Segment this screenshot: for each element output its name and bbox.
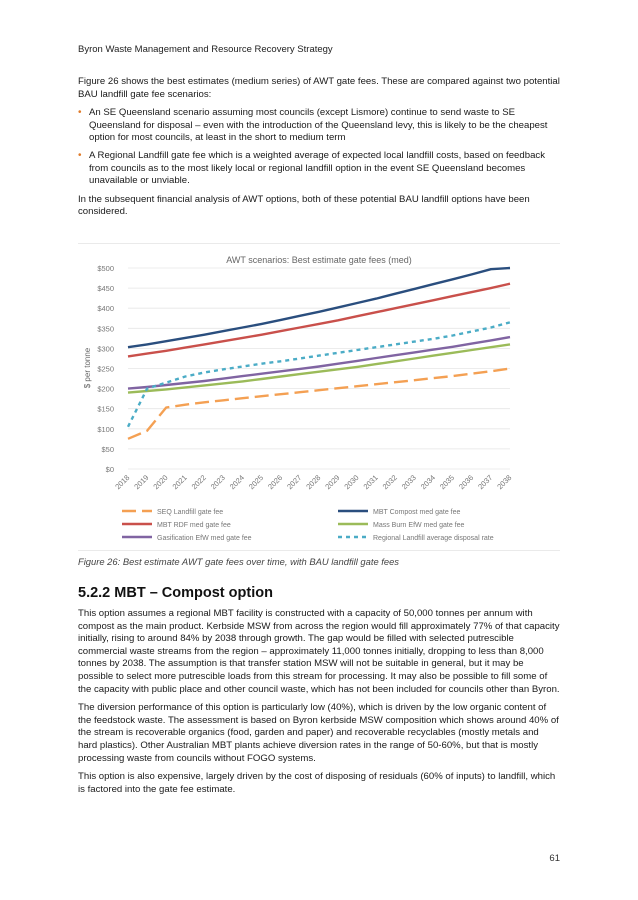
bullet-text: An SE Queensland scenario assuming most councils (except Lismore) continue to send waste to SE Queensland for disposal – even with the introduction of the Queensland levy, this is likely to be the cheapest option for most councils, at least in the short to medium term <box>89 107 548 144</box>
bullet-text: A Regional Landfill gate fee which is a weighted average of expected local landfill costs, based on feedback from councils as to the most likely local or regional landfill option in the event SE Queensland becomes unavailable or unviable. <box>89 149 545 187</box>
legend-label: MBT RDF med gate fee <box>157 522 231 529</box>
x-tick-label: 2033 <box>399 473 418 492</box>
y-tick-label: $0 <box>105 465 114 474</box>
y-tick-label: $400 <box>97 304 114 314</box>
intro-paragraph: Figure 26 shows the best estimates (medium series) of AWT gate fees. These are compared against two potential BAU landfill gate fee scenarios: <box>78 76 560 100</box>
bullet-item <box>78 150 560 188</box>
page-number: 61 <box>549 853 560 864</box>
scenario-bullet-list <box>78 107 560 188</box>
page-header: Byron Waste Management and Resource Recovery Strategy <box>78 44 333 55</box>
x-tick-label: 2019 <box>132 473 151 492</box>
legend-label: Regional Landfill average disposal rate <box>373 535 494 542</box>
y-tick-label: $300 <box>97 344 114 354</box>
x-tick-label: 2036 <box>457 473 476 492</box>
x-tick-label: 2029 <box>323 473 342 492</box>
x-tick-label: 2034 <box>418 473 438 492</box>
intro-block <box>78 76 560 225</box>
x-tick-label: 2037 <box>476 473 495 492</box>
x-tick-label: 2028 <box>304 473 323 492</box>
legend-label: Gasification EfW med gate fee <box>157 535 252 542</box>
x-tick-label: 2027 <box>285 473 304 492</box>
legend-label: SEQ Landfill gate fee <box>157 509 224 516</box>
x-tick-label: 2020 <box>151 473 170 492</box>
y-tick-label: $250 <box>97 364 114 374</box>
x-tick-label: 2025 <box>246 473 266 492</box>
legend-label: MBT Compost med gate fee <box>373 509 461 516</box>
bullet-item <box>78 107 560 145</box>
x-tick-label: 2021 <box>170 473 189 492</box>
y-tick-label: $500 <box>97 264 114 273</box>
chart-title: AWT scenarios: Best estimate gate fees (med) <box>226 255 412 265</box>
y-tick-label: $450 <box>97 284 114 294</box>
gate-fee-chart-svg <box>78 244 560 550</box>
section-heading: 5.2.2 MBT – Compost option <box>78 585 273 601</box>
x-tick-label: 2030 <box>342 473 361 492</box>
intro-closing: In the subsequent financial analysis of AWT options, both of these potential BAU landfill options have been considered. <box>78 193 530 218</box>
x-tick-label: 2018 <box>113 473 132 492</box>
section-paragraph: This option is also expensive, largely driven by the cost of disposing of residuals (60% of inputs) to landfill, which is factored into the gate fee estimate. <box>78 771 556 795</box>
series-line-gasification-efw-med-gate-fee <box>128 337 510 389</box>
y-tick-label: $150 <box>97 404 114 414</box>
series-line-mbt-rdf-med-gate-fee <box>128 284 510 357</box>
x-tick-label: 2031 <box>361 473 380 492</box>
bullet-icon: • <box>78 107 82 119</box>
x-tick-label: 2023 <box>208 473 227 492</box>
y-tick-label: $200 <box>97 384 114 394</box>
y-tick-label: $100 <box>97 424 114 434</box>
section-body <box>78 608 560 802</box>
figure-caption: Figure 26: Best estimate AWT gate fees over time, with BAU landfill gate fees <box>78 556 399 567</box>
series-line-seq-landfill-gate-fee <box>128 369 510 439</box>
x-tick-label: 2032 <box>380 473 399 492</box>
chart-y-axis-label: $ per tonne <box>83 347 92 389</box>
legend-label: Mass Burn EfW med gate fee <box>373 522 465 529</box>
x-tick-label: 2022 <box>189 473 208 492</box>
y-tick-label: $50 <box>101 444 114 454</box>
gate-fee-chart <box>78 243 560 551</box>
x-tick-label: 2038 <box>495 473 514 492</box>
section-paragraph: This option assumes a regional MBT facility is constructed with a capacity of 50,000 tonnes per annum with compost as the main product. Kerbside MSW from across the region would fill approximately 77% of that capacity initially, rising to around 84% by 2038 through growth. The gap would be filled with selected putrescible commercial waste streams from the region – approximately 11,000 tonnes initially, dropping to less than 8,000 tonnes by 2038. The assumption is that transfer station MSW will not be suitable in general, but it may be possible to select more putrescible loads from this stream for processing. It may also be possible to fill some of the capacity with public place and other council waste, which has not been included for councils other than Byron. <box>78 608 560 695</box>
x-tick-label: 2024 <box>227 473 247 492</box>
x-tick-label: 2026 <box>266 473 285 492</box>
section-paragraph: The diversion performance of this option is particularly low (40%), which is driven by the low organic content of the feedstock waste. The assessment is based on Byron kerbside MSW composition which shows around 40% of the stream is recoverable organics (food, garden and paper) and recoverable recyclables (mostly metals and hard plastics). Other Australian MBT plants achieve diversion rates in the range of 50-60%, but that is mostly processing waste from councils without FOGO systems. <box>78 702 559 764</box>
bullet-icon: • <box>78 149 82 161</box>
y-tick-label: $350 <box>97 324 114 334</box>
x-tick-label: 2035 <box>437 473 457 492</box>
